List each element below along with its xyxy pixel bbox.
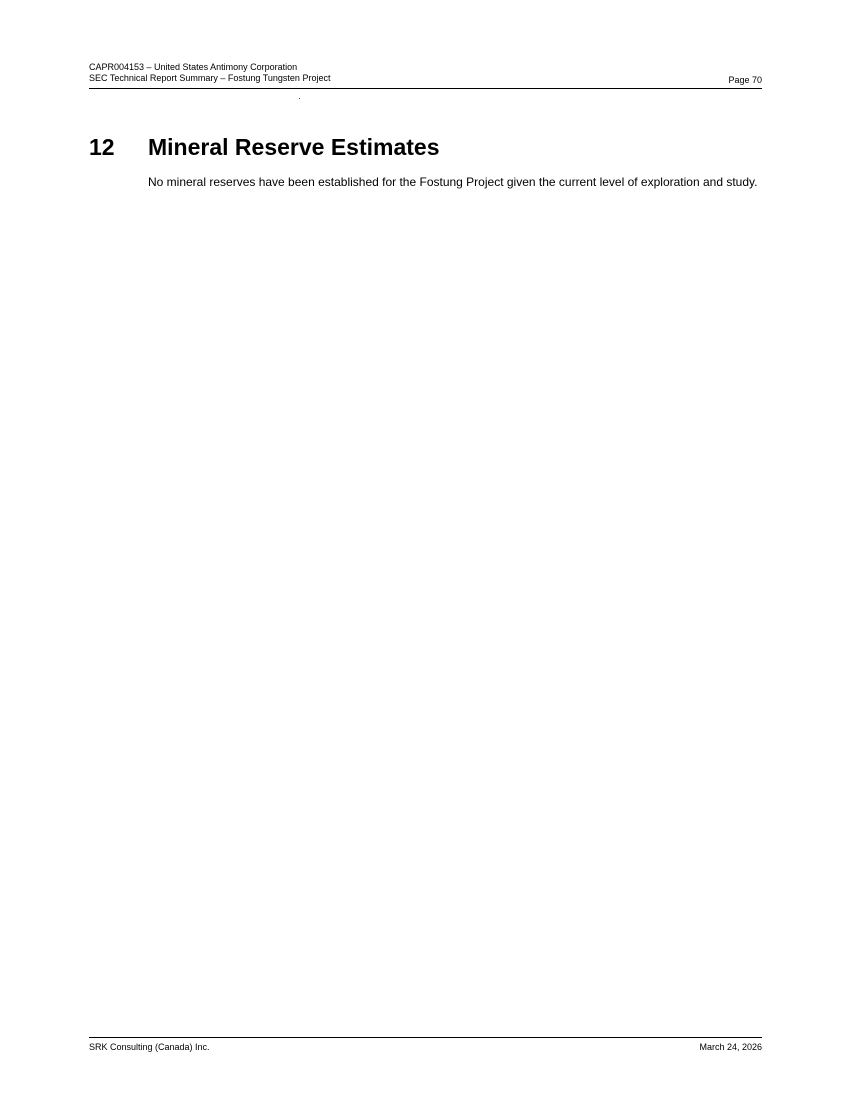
- header-report-title: SEC Technical Report Summary – Fostung Tungsten Project: [89, 73, 331, 83]
- header-page-number: Page 70: [728, 75, 762, 85]
- section-12: [89, 131, 762, 191]
- header-report-id: CAPR004153 – United States Antimony Corporation: [89, 62, 298, 72]
- footer-company: SRK Consulting (Canada) Inc.: [89, 1042, 210, 1052]
- section-title: Mineral Reserve Estimates: [148, 134, 440, 160]
- page-footer: [89, 1037, 762, 1053]
- page-header: [89, 62, 762, 89]
- footer-date: March 24, 2026: [699, 1042, 762, 1052]
- section-heading: [89, 131, 762, 163]
- section-number: 12: [89, 134, 115, 160]
- section-body-paragraph: No mineral reserves have been established for the Fostung Project given the current level of exploration and study.: [148, 175, 758, 189]
- stray-dot-mark: [299, 98, 300, 99]
